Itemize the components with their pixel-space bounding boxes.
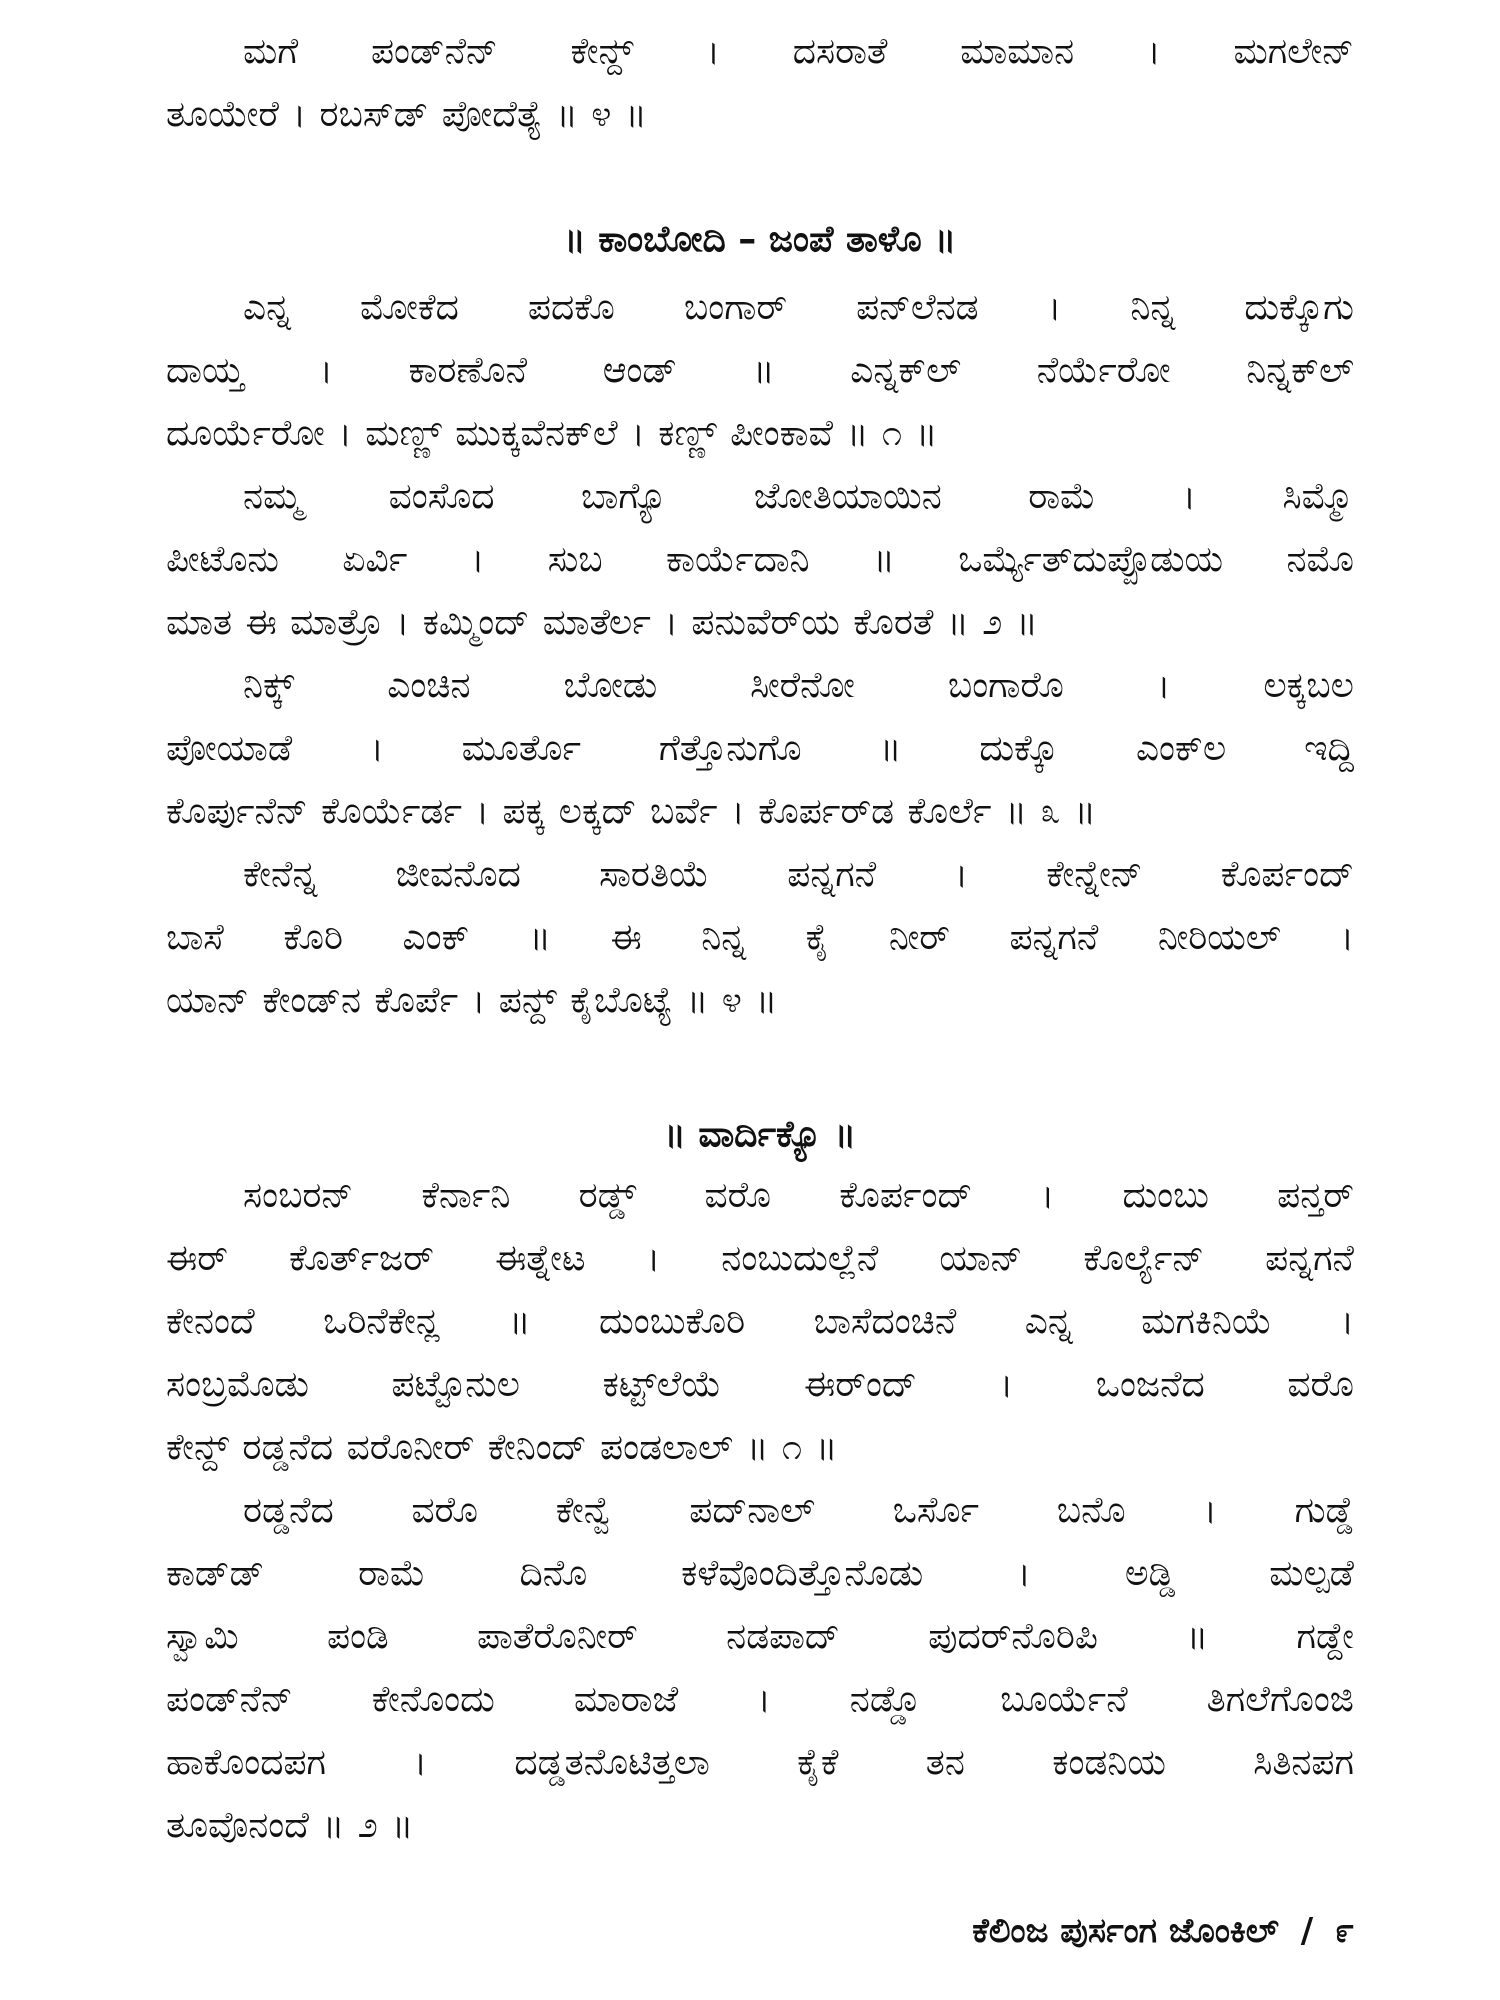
- verse-line: ನಮ್ಮ ವಂಸೊದ ಬಾಗ್ಯೊ ಜೋತಿಯಾಯಿನ ರಾಮೆ । ಸಿಮ್ಮೊ: [243, 476, 1354, 517]
- verse-line: ಸಂಬರನ್ ಕೆರ್ನಾನಿ ರಡ್ಡ್ ವರೊ ಕೊರ್ಪಂದ್ । ದುಂಬು ಪನ್ತರ್: [243, 1175, 1354, 1216]
- verse-line: ಪಂಡ್‌ನೆನ್ ಕೇನೊಂದು ಮಾರಾಜೆ । ನಡ್ಡೊ ಬೂರ್ಯೆನೆ ತಿಗಲೆಗೊಂಜಿ: [166, 1679, 1354, 1720]
- section-heading: ॥ ವಾರ್ದಿಕ್ಯೊ ॥: [663, 1114, 857, 1155]
- section-body: [166, 276, 1354, 1032]
- verse-line: ಸ್ವಾಮಿ ಪಂಡಿ ಪಾತೆರೊನೀರ್ ನಡಪಾದ್ ಪುದರ್‌ನೊರಿಪಿ ॥ ಗಡ್ದೇ: [166, 1616, 1354, 1657]
- verse: [166, 465, 1354, 654]
- verse: [166, 1479, 1354, 1857]
- verse-line: ಬಾಸೆ ಕೊರಿ ಎಂಕ್ ॥ ಈ ನಿನ್ನ ಕೈ ನೀರ್ ಪನ್ನಗನೆ ನೀರಿಯಲ್ ।: [166, 917, 1354, 958]
- verse-line: ಕೇನೆನ್ನ ಜೀವನೊದ ಸಾರತಿಯೆ ಪನ್ನಗನೆ । ಕೇನ್ನೇನ್ ಕೊರ್ಪಂದ್: [243, 854, 1354, 895]
- verse-line: ರಡ್ಡನೆದ ವರೊ ಕೇನ್ವೆ ಪದ್‌ನಾಲ್ ಒರ್ಸೊ ಬನೊ । ಗುಡ್ಡೆ: [243, 1490, 1354, 1531]
- page-number: ೯: [1334, 1911, 1354, 1951]
- section-heading: ॥ ಕಾಂಬೋದಿ – ಜಂಪೆ ತಾಳೊ ॥: [563, 219, 957, 260]
- footer-book-title: ಕೆಲಿಂಜ ಪುರ್ಸಂಗ ಜೊಂಕಿಲ್: [972, 1911, 1279, 1951]
- continued-verse: [166, 20, 1354, 146]
- verse-line: ದೂರ್ಯೆರೋ । ಮಣ್ಣ್ ಮುಕ್ಕವೆನಕ್‌ಲೆ । ಕಣ್ಣ್ ಪೀಂಕಾವೆ ॥ ೧ ॥: [166, 413, 938, 454]
- verse-line: ದಾಯ್ತ । ಕಾರಣೊನೆ ಆಂಡ್ ॥ ಎನ್ನಕ್‌ಲ್ ನೆರ್ಯೆರೋ ನಿನ್ನಕ್‌ಲ್: [166, 350, 1354, 391]
- verse-line: ಸಂಬ್ರಮೊಡು ಪಟ್ಟೊನುಲ ಕಟ್ಟ್‌ಲೆಯೆ ಈರ್ಂದ್ । ಒಂಜನೆದ ವರೊ: [166, 1364, 1354, 1405]
- verse-line: ಕೇನಂದೆ ಒರಿನೆಕೇನ್ಲ ॥ ದುಂಬುಕೊರಿ ಬಾಸೆದಂಚಿನೆ ಎನ್ನ ಮಗಕಿನಿಯೆ ।: [166, 1301, 1354, 1342]
- page-footer: [972, 1905, 1354, 1957]
- verse-line: ಮಗೆ ಪಂಡ್‌ನೆನ್ ಕೇನ್ದ್ । ದಸರಾತೆ ಮಾಮಾನ । ಮಗಲೇನ್: [243, 31, 1354, 72]
- verse-line: ಮಾತ ಈ ಮಾತ್ರೊ । ಕಮ್ಮಿಂದ್ ಮಾತೆರ್ಲ । ಪನುವೆರ್‌ಯ ಕೊರತೆ ॥ ೨ ॥: [166, 602, 1038, 643]
- verse-line: ಹಾಕೊಂದಪಗ । ದಡ್ಡತನೊಟಿತ್ತಲಾ ಕೈಕೆ ತನ ಕಂಡನಿಯ ಸಿತಿನಪಗ: [166, 1742, 1354, 1783]
- verse-line: ತೂಯೇರೆ । ರಬಸ್‌ಡ್ ಪೋದೆತ್ಯೆ ॥ ೪ ॥: [166, 94, 647, 135]
- verse: [166, 276, 1354, 465]
- verse: [166, 1164, 1354, 1479]
- verse-line: ಪೋಯಾಡೆ । ಮೂರ್ತೊ ಗೆತ್ತೊನುಗೊ ॥ ದುಕ್ಕೊ ಎಂಕ್‌ಲ ಇದ್ದಿ: [166, 728, 1354, 769]
- verse-line: ಯಾನ್ ಕೇಂಡ್‌ನ ಕೊರ್ಪೆ । ಪನ್ದ್ ಕೈಬೊಟ್ಯೆ ॥ ೪ ॥: [166, 980, 778, 1021]
- verse: [166, 654, 1354, 843]
- verse-line: ನಿಕ್ಕ್ ಎಂಚಿನ ಬೋಡು ಸೀರೆನೋ ಬಂಗಾರೊ । ಲಕ್ಕಬಲ: [243, 665, 1354, 706]
- verse-line: ಕೊರ್ಪುನೆನ್ ಕೊರ್ಯೆರ್ಡ । ಪಕ್ಕ ಲಕ್ಕದ್ ಬರ್ವೆ । ಕೊರ್ಪರ್‌ಡ ಕೊರ್ಲೆ ॥ ೩ ॥: [166, 791, 1096, 832]
- footer-separator: /: [1300, 1911, 1314, 1951]
- verse-line: ಕೇನ್ದ್ ರಡ್ಡನೆದ ವರೊನೀರ್ ಕೇನಿಂದ್ ಪಂಡಲಾಲ್ ॥ ೧ ॥: [166, 1427, 838, 1468]
- verse-line: ಕಾಡ್‌ಡ್ ರಾಮೆ ದಿನೊ ಕಳೆವೊಂದಿತ್ತೊನೊಡು । ಅಡ್ಡಿ ಮಲ್ಪಡೆ: [166, 1553, 1354, 1594]
- verse-line: ತೂವೊನಂದೆ ॥ ೨ ॥: [166, 1805, 414, 1846]
- verse: [166, 843, 1354, 1032]
- verse-line: ಈರ್ ಕೊರ್ತ್‌ಜರ್ ಈತ್ನೇಟ । ನಂಬುದುಲ್ಲೆನೆ ಯಾನ್ ಕೊರ್ಲ್ಯೆನ್ ಪನ್ನಗನೆ: [166, 1238, 1354, 1279]
- verse-line: ಎನ್ನ ಮೋಕೆದ ಪದಕೊ ಬಂಗಾರ್ ಪನ್‌ಲೆನಡ । ನಿನ್ನ ದುಕ್ಕೊಗು: [243, 287, 1354, 328]
- section-body: [166, 1164, 1354, 1857]
- verse-line: ಪೀಟೊನು ಏರ್ವಿ । ಸುಬ ಕಾರ್ಯೆದಾನಿ ॥ ಒರ್ಮ್ಯೆತ್‌ದುಪ್ಪೊಡುಯ ನಮೊ: [166, 539, 1354, 580]
